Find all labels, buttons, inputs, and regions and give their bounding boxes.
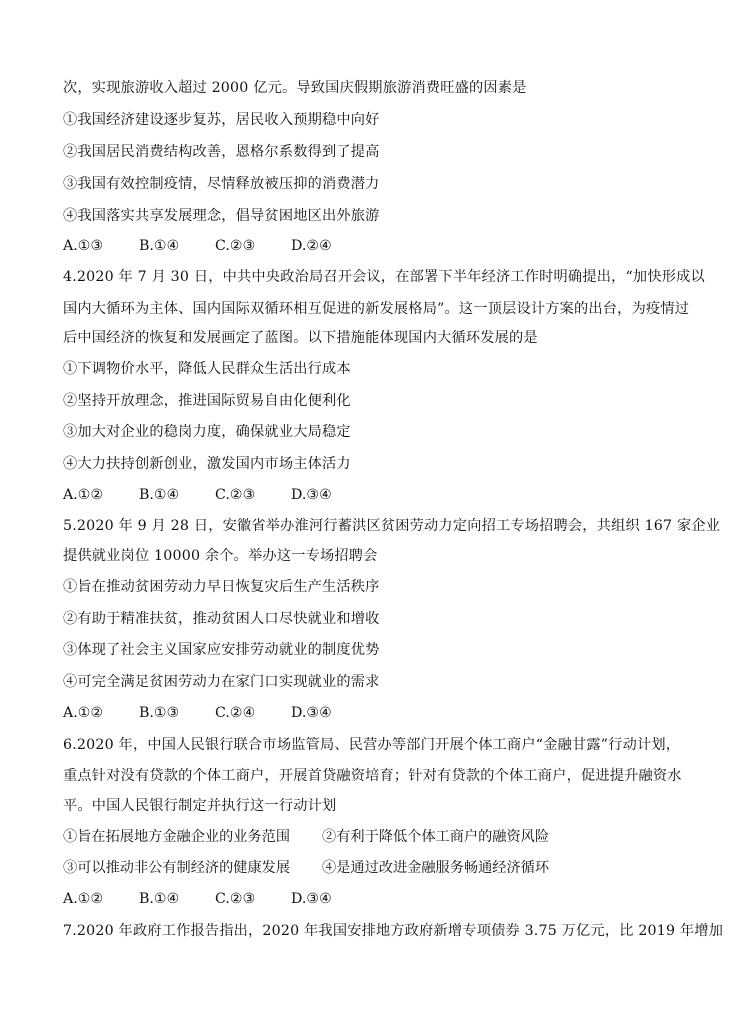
q5-answer-choices	[63, 703, 367, 723]
q6-stem-line-2: 重点针对没有贷款的个体工商户，开展首贷融资培育；针对有贷款的个体工商户，促进提升融资水	[63, 768, 682, 784]
q6-choice-d: D.③④	[291, 891, 332, 907]
q5-choice-c: C.②④	[215, 705, 256, 721]
q6-choice-b: B.①④	[139, 891, 180, 907]
q3-option-1: ①我国经济建设逐步复苏，居民收入预期稳中向好	[63, 112, 380, 128]
q4-option-4: ④大力扶持创新创业，激发国内市场主体活力	[63, 456, 351, 472]
q3-choice-a: A.①③	[63, 238, 104, 254]
q6-option-2: ②有利于降低个体工商户的融资风险	[322, 829, 550, 845]
q3-answer-choices	[63, 236, 367, 256]
q4-stem-line-2: 国内大循环为主体、国内国际双循环相互促进的新发展格局”。这一顶层设计方案的出台，为疫情过	[63, 301, 690, 317]
q5-stem-line-2: 提供就业岗位 10000 余个。举办这一专场招聘会	[63, 548, 378, 564]
q5-option-3: ③体现了社会主义国家应安排劳动就业的制度优势	[63, 642, 380, 658]
q4-option-3: ③加大对企业的稳岗力度，确保就业大局稳定	[63, 424, 351, 440]
q6-option-4: ④是通过改进金融服务畅通经济循环	[322, 860, 550, 876]
q5-option-1: ①旨在推动贫困劳动力早日恢复灾后生产生活秩序	[63, 579, 380, 595]
q5-option-4: ④可完全满足贫困劳动力在家门口实现就业的需求	[63, 674, 380, 690]
q3-choice-d: D.②④	[291, 238, 332, 254]
q4-stem-line-1: 4.2020 年 7 月 30 日，中共中央政治局召开会议，在部署下半年经济工作时明确提出，“加快形成以	[63, 269, 705, 285]
q4-option-1: ①下调物价水平，降低人民群众生活出行成本	[63, 361, 351, 377]
q4-choice-b: B.①④	[139, 487, 180, 503]
q4-option-2: ②坚持开放理念，推进国际贸易自由化便利化	[63, 393, 351, 409]
q5-option-2: ②有助于精准扶贫，推动贫困人口尽快就业和增收	[63, 611, 380, 627]
q5-stem-line-1: 5.2020 年 9 月 28 日，安徽省举办淮河行蓄洪区贫困劳动力定向招工专场招聘会，共组织 167 家企业	[63, 518, 721, 534]
q6-choice-c: C.②③	[215, 891, 256, 907]
q3-option-4: ④我国落实共享发展理念，倡导贫困地区出外旅游	[63, 208, 380, 224]
q6-option-3: ③可以推动非公有制经济的健康发展	[63, 860, 291, 876]
q6-stem-line-3: 平。中国人民银行制定并执行这一行动计划	[63, 798, 337, 814]
q7-stem-line-1: 7.2020 年政府工作报告指出，2020 年我国安排地方政府新增专项债券 3.75 万亿元，比 2019 年增加	[63, 923, 724, 939]
q4-stem-line-3: 后中国经济的恢复和发展画定了蓝图。以下措施能体现国内大循环发展的是	[63, 330, 538, 346]
q3-choice-b: B.①④	[139, 238, 180, 254]
q6-choice-a: A.①②	[63, 891, 104, 907]
q3-choice-c: C.②③	[215, 238, 256, 254]
q6-option-1: ①旨在拓展地方金融企业的业务范围	[63, 829, 291, 845]
q4-choice-a: A.①②	[63, 487, 104, 503]
q5-choice-a: A.①②	[63, 705, 104, 721]
q3-option-3: ③我国有效控制疫情，尽情释放被压抑的消费潜力	[63, 176, 380, 192]
q4-choice-c: C.②③	[215, 487, 256, 503]
q6-answer-choices	[63, 889, 367, 909]
q5-choice-d: D.③④	[291, 705, 332, 721]
q5-choice-b: B.①③	[139, 705, 180, 721]
q6-options-row-2	[63, 858, 549, 878]
q3-stem-line: 次，实现旅游收入超过 2000 亿元。导致国庆假期旅游消费旺盛的因素是	[63, 80, 527, 96]
q3-option-2: ②我国居民消费结构改善，恩格尔系数得到了提高	[63, 144, 380, 160]
q4-choice-d: D.③④	[291, 487, 332, 503]
q6-stem-line-1: 6.2020 年，中国人民银行联合市场监管局、民营办等部门开展个体工商户“金融甘露”行动计划，	[63, 737, 681, 753]
q6-options-row-1	[63, 827, 549, 847]
q4-answer-choices	[63, 485, 367, 505]
